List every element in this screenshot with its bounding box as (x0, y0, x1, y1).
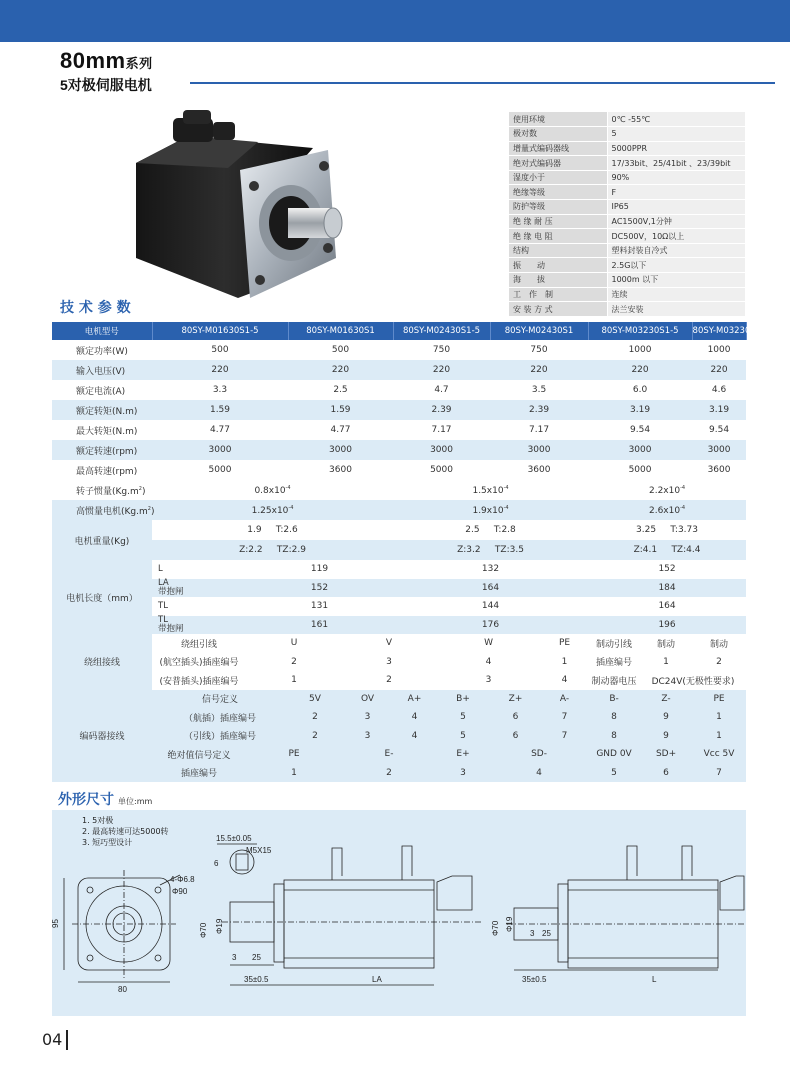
value-cell: 196 (588, 616, 746, 635)
value-cell: 6 (490, 708, 541, 727)
superscript: -4 (680, 504, 686, 511)
table-row (52, 690, 746, 709)
cell-text: 高惯量电机(Kg.m (76, 506, 148, 517)
table-row (52, 322, 746, 340)
value-cell: PE (246, 745, 342, 764)
spec-value: 17/33bit、25/41bit 、23/39bit (607, 156, 745, 171)
value-cell (152, 540, 393, 560)
value-cell: A+ (393, 690, 436, 709)
table-row (509, 302, 745, 317)
sub-label (152, 597, 246, 616)
value-cell: 1000 (588, 340, 692, 360)
value-cell: 4.7 (393, 380, 490, 400)
header-cell: 80SY-M03230S1 (692, 322, 746, 340)
spec-key: 绝 缘 耐 压 (509, 214, 607, 229)
value-cell: 9 (640, 708, 692, 727)
value-cell: 1 (692, 708, 746, 727)
row-label: 额定电流(A) (52, 380, 152, 400)
cell-text: 带抱闸 (158, 586, 184, 597)
value-cell: 信号定义 (152, 690, 288, 709)
table-row (509, 141, 745, 156)
value-cell: 3000 (692, 440, 746, 460)
dim-label: LA (372, 975, 382, 984)
spec-key: 振 动 (509, 258, 607, 273)
value-cell: 220 (588, 360, 692, 380)
value-cell: 1 (246, 671, 342, 690)
row-label: 电机重量(Kg) (52, 520, 152, 560)
value-cell: （引线）插座编号 (152, 727, 288, 746)
note-item: 2. 最高转速可达5000转 (82, 827, 169, 836)
table-row (52, 708, 746, 727)
cell-text: ) (141, 486, 146, 497)
table-row (52, 560, 746, 579)
value-cell: 2 (692, 653, 746, 672)
value-cell (393, 480, 588, 500)
value-cell: 750 (490, 340, 588, 360)
cell-text: 1.25x10 (251, 505, 289, 516)
value-cell: (航空插头)插座编号 (152, 653, 246, 672)
table-row (52, 727, 746, 746)
value-cell: 3000 (393, 440, 490, 460)
dim-label: 35±0.5 (522, 975, 547, 984)
cell-text: T:2.6 (275, 525, 298, 535)
value-cell: 3.19 (692, 400, 746, 420)
cell-text: T:3.73 (670, 525, 698, 535)
cell-text: 带抱闸 (158, 623, 184, 634)
value-cell: 161 (246, 616, 393, 635)
header-cell: 电机型号 (52, 322, 152, 340)
value-cell: 6.0 (588, 380, 692, 400)
spec-key: 使用环境 (509, 112, 607, 127)
dim-label: 95 (51, 919, 60, 928)
spec-key: 绝对式编码器 (509, 156, 607, 171)
cell-text: Z:4.1 (633, 545, 658, 555)
table-row (509, 127, 745, 142)
table-row (52, 745, 746, 764)
tech-table (52, 322, 762, 782)
table-row (52, 460, 746, 480)
value-cell: 750 (393, 340, 490, 360)
value-cell: 2 (342, 764, 436, 783)
value-cell: A- (541, 690, 588, 709)
value-cell: 220 (393, 360, 490, 380)
value-cell (588, 540, 746, 560)
value-cell: B- (588, 690, 640, 709)
table-row (52, 360, 746, 380)
value-cell: 3000 (588, 440, 692, 460)
value-cell: 220 (288, 360, 393, 380)
value-cell: 119 (246, 560, 393, 579)
value-cell: 220 (490, 360, 588, 380)
value-cell: 2.5 (288, 380, 393, 400)
spec-value: 2.5G以下 (607, 258, 745, 273)
table-row (509, 112, 745, 127)
value-cell: 4 (393, 727, 436, 746)
value-cell: 2 (342, 671, 436, 690)
cell-text: Z:3.2 (457, 545, 481, 555)
table-row (52, 340, 746, 360)
row-label (52, 500, 155, 520)
cell-text: L (158, 563, 163, 574)
value-cell: SD+ (640, 745, 692, 764)
table-row (509, 170, 745, 185)
row-label: 额定转速(rpm) (52, 440, 152, 460)
value-cell: 制动引线 (588, 634, 640, 653)
spec-key: 海 拔 (509, 273, 607, 288)
dim-label: 3 (232, 953, 237, 962)
value-cell: 5 (588, 764, 640, 783)
table-row (509, 185, 745, 200)
value-cell: 131 (246, 597, 393, 616)
value-cell: 7.17 (393, 420, 490, 440)
sub-label (152, 560, 246, 579)
spec-value: 塑料封装自冷式 (607, 243, 745, 258)
cell-text: 2.6x10 (648, 505, 681, 516)
header-cell: 80SY-M01630S1-5 (152, 322, 288, 340)
value-cell: 制动器电压 (588, 671, 640, 690)
value-cell: 3 (342, 708, 393, 727)
superscript: -4 (285, 484, 291, 491)
cell-text: TZ:2.9 (276, 545, 306, 555)
dim-label: L (652, 975, 657, 984)
cell-text: 1.9 (247, 525, 262, 535)
dim-label: 80 (118, 985, 127, 994)
cell-text: 转子惯量(Kg.m (76, 486, 139, 497)
dim-label: Φ90 (172, 887, 188, 896)
value-cell: 5000 (588, 460, 692, 480)
value-cell: 5 (436, 727, 490, 746)
value-cell (152, 500, 393, 520)
value-cell: 1000 (692, 340, 746, 360)
value-cell: 8 (588, 708, 640, 727)
value-cell: 2.39 (393, 400, 490, 420)
header-cell: 80SY-M03230S1-5 (588, 322, 692, 340)
dim-label: 6 (214, 859, 219, 868)
value-cell: 2 (288, 708, 342, 727)
value-cell: 制动 (640, 634, 692, 653)
row-label: 额定功率(W) (52, 340, 152, 360)
table-row (52, 380, 746, 400)
cell-text: LA (158, 577, 169, 588)
dimension-drawing (52, 810, 746, 1016)
value-cell: PE (541, 634, 588, 653)
spec-key: 防护等级 (509, 200, 607, 215)
dim-label: M5X15 (246, 846, 272, 855)
value-cell: 绝对值信号定义 (152, 745, 246, 764)
value-cell: 3600 (692, 460, 746, 480)
value-cell: 164 (588, 597, 746, 616)
spec-key: 结构 (509, 243, 607, 258)
table-row (52, 634, 746, 653)
value-cell: Vcc 5V (692, 745, 746, 764)
spec-value: 90% (607, 170, 745, 185)
title-rule (190, 82, 775, 84)
value-cell: 3000 (288, 440, 393, 460)
table-row (52, 540, 746, 560)
cell-text: TL (158, 600, 168, 611)
value-cell: 3.3 (152, 380, 288, 400)
value-cell: (安普插头)插座编号 (152, 671, 246, 690)
table-row (52, 616, 746, 635)
dim-label: 25 (542, 929, 551, 938)
note-item: 1. 5对极 (82, 816, 114, 825)
value-cell: 4 (541, 671, 588, 690)
value-cell: W (436, 634, 541, 653)
value-cell: 4.77 (152, 420, 288, 440)
table-row (509, 156, 745, 171)
value-cell (152, 480, 393, 500)
value-cell: 3000 (490, 440, 588, 460)
value-cell: 3000 (152, 440, 288, 460)
row-label: 编码器接线 (52, 690, 152, 783)
cell-text: 2.2x10 (648, 485, 681, 496)
value-cell (393, 520, 588, 540)
value-cell (393, 540, 588, 560)
value-cell: 3 (342, 727, 393, 746)
value-cell (393, 500, 588, 520)
cell-text: TZ:4.4 (671, 545, 701, 555)
spec-value: IP65 (607, 200, 745, 215)
value-cell (152, 520, 393, 540)
value-cell: 3600 (288, 460, 393, 480)
dim-label: 3 (530, 929, 535, 938)
spec-key: 工 作 制 (509, 287, 607, 302)
row-label: 最大转矩(N.m) (52, 420, 152, 440)
dims-title: 外形尺寸 单位:mm (58, 792, 153, 808)
table-row (52, 420, 746, 440)
page-title: 80mm系列 (60, 48, 153, 73)
value-cell: 3.5 (490, 380, 588, 400)
table-row (52, 480, 746, 500)
value-cell: 制动 (692, 634, 746, 653)
spec-value: 0℃ -55℃ (607, 112, 745, 127)
note-item: 3. 短巧型设计 (82, 838, 133, 847)
value-cell: 2 (246, 653, 342, 672)
value-cell: 5V (288, 690, 342, 709)
spec-key: 湿度小于 (509, 170, 607, 185)
cell-text: 1.9x10 (472, 505, 504, 516)
value-cell: 3.19 (588, 400, 692, 420)
header-cell: 80SY-M01630S1 (288, 322, 393, 340)
sub-label (152, 579, 246, 598)
value-cell: 132 (393, 560, 588, 579)
dim-label: 35±0.5 (244, 975, 269, 984)
page-number-bar (66, 1030, 68, 1050)
value-cell: PE (692, 690, 746, 709)
value-cell: 4.6 (692, 380, 746, 400)
cell-text: 2.5 (465, 525, 480, 535)
value-cell: 2.39 (490, 400, 588, 420)
table-row (509, 258, 745, 273)
dim-label: Φ70 (199, 922, 208, 938)
cell-text: TZ:3.5 (494, 545, 524, 555)
value-cell: 1 (640, 653, 692, 672)
spec-key: 极对数 (509, 127, 607, 142)
spec-value: 5 (607, 127, 745, 142)
table-row (52, 764, 746, 783)
superscript: -4 (503, 504, 509, 511)
header-cell: 80SY-M02430S1-5 (393, 322, 490, 340)
cell-text: 1.5x10 (472, 485, 504, 496)
value-cell: Z+ (490, 690, 541, 709)
value-cell: 4.77 (288, 420, 393, 440)
value-cell: 2 (288, 727, 342, 746)
superscript: -4 (503, 484, 509, 491)
value-cell: DC24V(无极性要求) (640, 671, 746, 690)
spec-table (509, 112, 745, 317)
spec-key: 绝 缘 电 阻 (509, 229, 607, 244)
value-cell: 绕组引线 (152, 634, 246, 653)
table-row (509, 200, 745, 215)
value-cell: 插座编号 (152, 764, 246, 783)
table-row (52, 520, 746, 540)
value-cell: GND 0V (588, 745, 640, 764)
value-cell: 4 (490, 764, 588, 783)
value-cell: 1 (541, 653, 588, 672)
value-cell: 6 (490, 727, 541, 746)
value-cell: 3 (436, 671, 541, 690)
top-banner (0, 0, 790, 42)
value-cell (588, 520, 746, 540)
spec-value: 5000PPR (607, 141, 745, 156)
spec-value: 1000m 以下 (607, 273, 745, 288)
value-cell: 500 (288, 340, 393, 360)
table-row (52, 440, 746, 460)
value-cell: 9.54 (588, 420, 692, 440)
table-row (52, 400, 746, 420)
value-cell: 220 (692, 360, 746, 380)
table-row (52, 653, 746, 672)
value-cell: Z- (640, 690, 692, 709)
value-cell: 8 (588, 727, 640, 746)
spec-value: AC1500V,1分钟 (607, 214, 745, 229)
value-cell: 164 (393, 579, 588, 598)
value-cell: U (246, 634, 342, 653)
cell-text: T:2.8 (493, 525, 516, 535)
row-label: 绕组接线 (52, 634, 152, 690)
row-label: 电机长度（mm） (52, 560, 152, 634)
dim-label: Φ19 (505, 916, 514, 932)
value-cell: 4 (436, 653, 541, 672)
value-cell: 7 (692, 764, 746, 783)
value-cell: 9 (640, 727, 692, 746)
spec-key: 绝缘等级 (509, 185, 607, 200)
value-cell (588, 480, 746, 500)
table-row (509, 273, 745, 288)
cell-text: TL (158, 614, 168, 625)
value-cell: 220 (152, 360, 288, 380)
dim-label: 25 (252, 953, 261, 962)
table-row (509, 229, 745, 244)
value-cell: 7 (541, 708, 588, 727)
value-cell: V (342, 634, 436, 653)
cell-text: ) (150, 506, 155, 517)
row-label: 最高转速(rpm) (52, 460, 152, 480)
spec-key: 安 装 方 式 (509, 302, 607, 317)
superscript: -4 (680, 484, 686, 491)
tech-title: 技 术 参 数 (60, 300, 131, 316)
spec-value: F (607, 185, 745, 200)
value-cell: 1.59 (152, 400, 288, 420)
value-cell: 5 (436, 708, 490, 727)
spec-value: 连续 (607, 287, 745, 302)
row-label (52, 480, 152, 500)
sub-label (152, 616, 246, 635)
dim-label: Φ19 (215, 918, 224, 934)
value-cell: 500 (152, 340, 288, 360)
value-cell: 5000 (393, 460, 490, 480)
value-cell: 1 (246, 764, 342, 783)
table-row (509, 214, 745, 229)
value-cell: 184 (588, 579, 746, 598)
table-row (52, 597, 746, 616)
superscript: 2 (138, 485, 142, 492)
value-cell: B+ (436, 690, 490, 709)
row-label: 额定转矩(N.m) (52, 400, 152, 420)
value-cell: 4 (393, 708, 436, 727)
spec-value: 法兰安装 (607, 302, 745, 317)
value-cell: 144 (393, 597, 588, 616)
value-cell (588, 500, 746, 520)
drawing-lines (52, 810, 746, 1016)
table-row (52, 579, 746, 598)
table-row (509, 287, 745, 302)
title-block (60, 48, 153, 95)
table-row (52, 671, 746, 690)
spec-value: DC500V，10Ω以上 (607, 229, 745, 244)
value-cell: 152 (246, 579, 393, 598)
value-cell: E+ (436, 745, 490, 764)
value-cell: 1 (692, 727, 746, 746)
value-cell: E- (342, 745, 436, 764)
value-cell: 3600 (490, 460, 588, 480)
dim-label: Φ70 (491, 920, 500, 936)
value-cell: OV (342, 690, 393, 709)
cell-text: Z:2.2 (239, 545, 263, 555)
superscript: -4 (288, 504, 294, 511)
table-row (509, 243, 745, 258)
value-cell: SD- (490, 745, 588, 764)
value-cell: 176 (393, 616, 588, 635)
value-cell: 5000 (152, 460, 288, 480)
header-cell: 80SY-M02430S1 (490, 322, 588, 340)
value-cell: （航插）插座编号 (152, 708, 288, 727)
value-cell: 9.54 (692, 420, 746, 440)
spec-key: 增量式编码器线 (509, 141, 607, 156)
row-label: 输入电压(V) (52, 360, 152, 380)
motor-photo (128, 108, 353, 308)
page-subtitle: 5对极伺服电机 (60, 77, 152, 93)
value-cell: 插座编号 (588, 653, 640, 672)
value-cell: 6 (640, 764, 692, 783)
value-cell: 152 (588, 560, 746, 579)
cell-text: 3.25 (636, 525, 657, 535)
cell-text: 0.8x10 (254, 485, 286, 496)
value-cell: 3 (342, 653, 436, 672)
value-cell: 7 (541, 727, 588, 746)
value-cell: 3 (436, 764, 490, 783)
table-row (52, 500, 746, 520)
superscript: 2 (147, 505, 151, 512)
page-number: 04 (42, 1030, 63, 1049)
value-cell: 7.17 (490, 420, 588, 440)
value-cell: 1.59 (288, 400, 393, 420)
dim-label: 15.5±0.05 (216, 834, 252, 843)
dim-label: 4-Φ6.8 (170, 875, 195, 884)
